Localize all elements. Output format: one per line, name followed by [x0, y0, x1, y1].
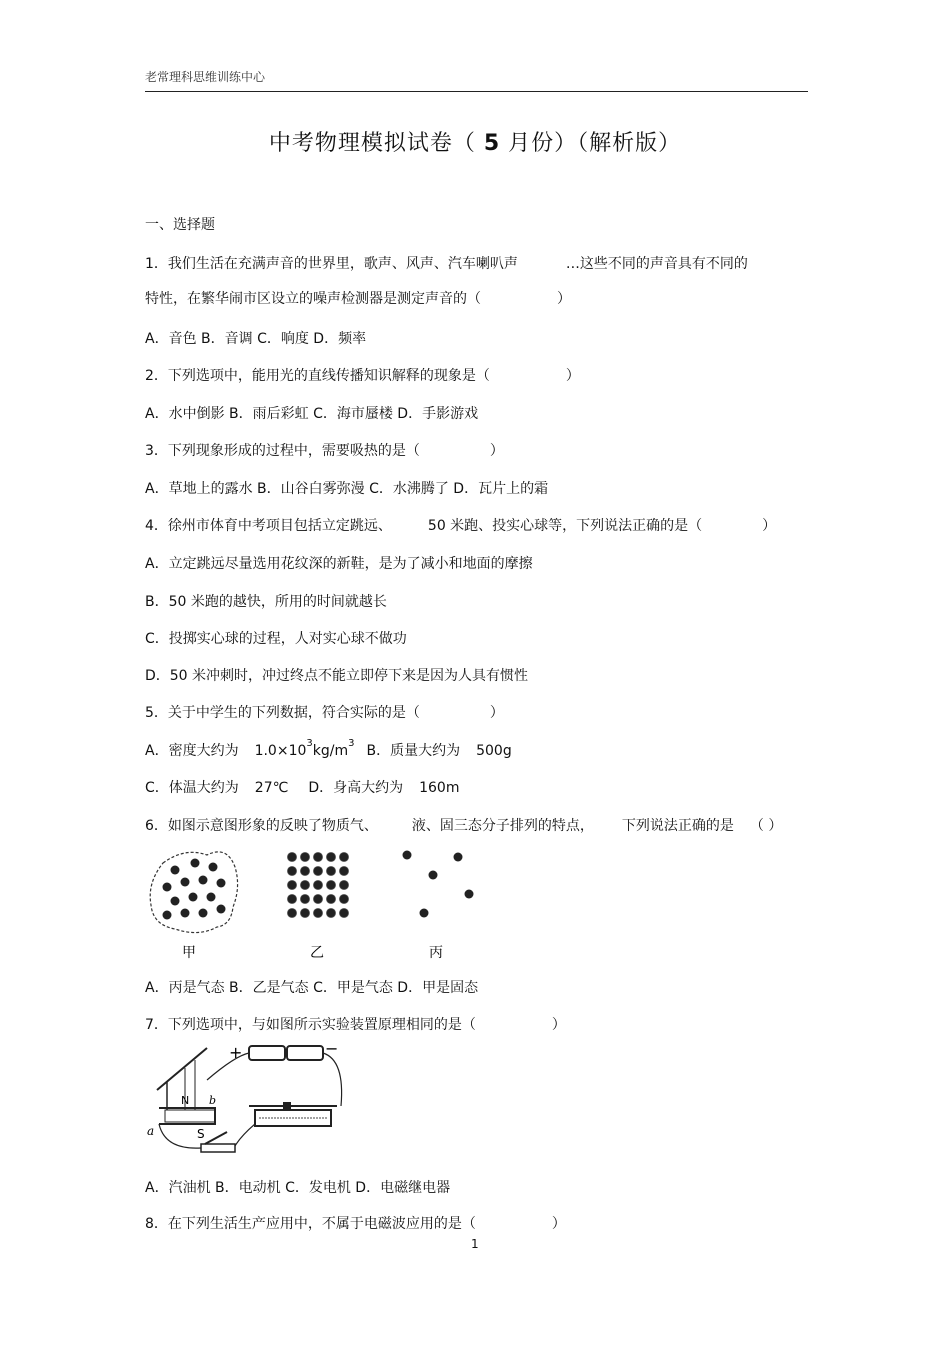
q8-stem — [145, 1213, 566, 1233]
q7-options: A．汽油机 B．电动机 C．发电机 D．电磁继电器 — [145, 1180, 451, 1196]
q1-text-a: 1．我们生活在充满声音的世界里，歌声、风声、汽车喇叭声 — [145, 256, 518, 272]
q6-text-a: 6．如图示意图形象的反映了物质气、 — [145, 818, 378, 834]
q4-option-d: D．50 米冲刺时，冲过终点不能立即停下来是因为人具有惯性 — [145, 668, 529, 684]
q8-text: 8．在下列生活生产应用中，不属于电磁波应用的是（ — [145, 1216, 476, 1232]
q5-opt-d-value: 160m — [419, 780, 460, 796]
q5-opt-a-label: A．密度大约为 — [145, 743, 239, 759]
q5-opt-d-label: D．身高大约为 — [308, 780, 404, 796]
q2-close: ） — [565, 368, 580, 384]
q4-option-a: A．立定跳远尽量选用花纹深的新鞋，是为了减小和地面的摩擦 — [145, 556, 533, 572]
title-prefix: 中考物理模拟试卷（ — [268, 131, 476, 156]
q4-text-b: 50 米跑、投实心球等，下列说法正确的是（ — [427, 518, 703, 534]
q5-opt-a-exp: 3 — [306, 738, 313, 750]
gas-molecules — [403, 851, 474, 918]
q3-stem — [145, 440, 504, 460]
page-header: 老常理科思维训练中心 — [145, 70, 266, 84]
q1-text-c: 特性，在繁华闹市区设立的噪声检测器是测定声音的（ — [145, 291, 481, 307]
q6-text-c: 下列说法正确的是 — [621, 818, 734, 834]
q5-opt-c-label: C．体温大约为 — [145, 780, 239, 796]
q3-text: 3．下列现象形成的过程中，需要吸热的是（ — [145, 443, 420, 459]
q4-option-b: B．50 米跑的越快，所用的时间就越长 — [145, 594, 387, 610]
q4-close: ） — [762, 518, 777, 534]
title-month: 5 — [483, 131, 501, 156]
header-rule — [145, 91, 808, 92]
q6-text-b: 液、固三态分子排列的特点， — [411, 818, 594, 834]
q1-stem-line2 — [145, 288, 571, 308]
switch-base — [201, 1144, 235, 1152]
switch-lever — [205, 1132, 227, 1144]
page-number: 1 — [471, 1237, 479, 1251]
q5-text: 5．关于中学生的下列数据，符合实际的是（ — [145, 705, 420, 721]
label-n: N — [181, 1094, 190, 1107]
solid-molecules — [288, 853, 349, 918]
q5-opt-a-unit-exp: 3 — [348, 738, 355, 750]
q1-stem-line1 — [145, 253, 748, 273]
q1-close: ） — [557, 291, 571, 307]
experiment-apparatus-figure — [145, 1040, 355, 1165]
q5-close: ） — [489, 705, 504, 721]
wire-top — [207, 1053, 249, 1080]
q4-option-c: C．投掷实心球的过程，人对实心球不做功 — [145, 631, 407, 647]
liquid-molecules — [163, 859, 226, 920]
figure-label-yi: 乙 — [310, 945, 324, 961]
molecule-state-figure — [145, 845, 485, 965]
page-title — [0, 126, 950, 157]
figure-label-bing: 丙 — [429, 945, 443, 961]
q5-opt-a-unit: kg/m — [312, 743, 349, 759]
q5-options-ab — [145, 740, 512, 760]
q2-text: 2．下列选项中，能用光的直线传播知识解释的现象是（ — [145, 368, 490, 384]
q5-stem — [145, 702, 504, 722]
section-heading: 一、选择题 — [145, 217, 215, 233]
q7-stem — [145, 1014, 566, 1034]
q7-close: ） — [551, 1017, 566, 1033]
q8-close: ） — [551, 1216, 566, 1232]
q5-opt-b-label: B．质量大约为 — [366, 743, 461, 759]
q5-opt-a-value: 1.0×10 — [254, 743, 307, 759]
q2-stem — [145, 365, 580, 385]
q4-stem — [145, 515, 776, 535]
q3-options: A．草地上的露水 B．山谷白雾弥漫 C．水沸腾了 D．瓦片上的霜 — [145, 481, 549, 497]
battery-2 — [287, 1046, 323, 1060]
q1-options: A．音色 B．音调 C．响度 D．频率 — [145, 331, 367, 347]
q5-options-cd — [145, 777, 459, 797]
stand-arm — [157, 1048, 207, 1090]
q2-options: A．水中倒影 B．雨后彩虹 C．海市蜃楼 D．手影游戏 — [145, 406, 479, 422]
label-b: b — [209, 1094, 217, 1107]
q5-opt-c-value: 27℃ — [254, 780, 289, 796]
label-plus: + — [229, 1043, 243, 1062]
battery-1 — [249, 1046, 285, 1060]
label-a: a — [147, 1124, 155, 1138]
figure-label-jia: 甲 — [182, 945, 196, 961]
q4-text-a: 4．徐州市体育中考项目包括立定跳远、 — [145, 518, 392, 534]
label-minus: − — [325, 1040, 339, 1058]
q5-opt-b-value: 500g — [476, 743, 512, 759]
q6-options: A．丙是气态 B．乙是气态 C．甲是气态 D．甲是固态 — [145, 980, 479, 996]
q7-text: 7．下列选项中，与如图所示实验装置原理相同的是（ — [145, 1017, 476, 1033]
title-suffix: 月份）（解析版） — [508, 131, 682, 156]
q6-stem — [145, 815, 782, 835]
q1-text-b: …这些不同的声音具有不同的 — [565, 256, 748, 272]
q6-paren: （ ） — [749, 818, 783, 834]
label-s: S — [197, 1127, 205, 1141]
q3-close: ） — [489, 443, 504, 459]
